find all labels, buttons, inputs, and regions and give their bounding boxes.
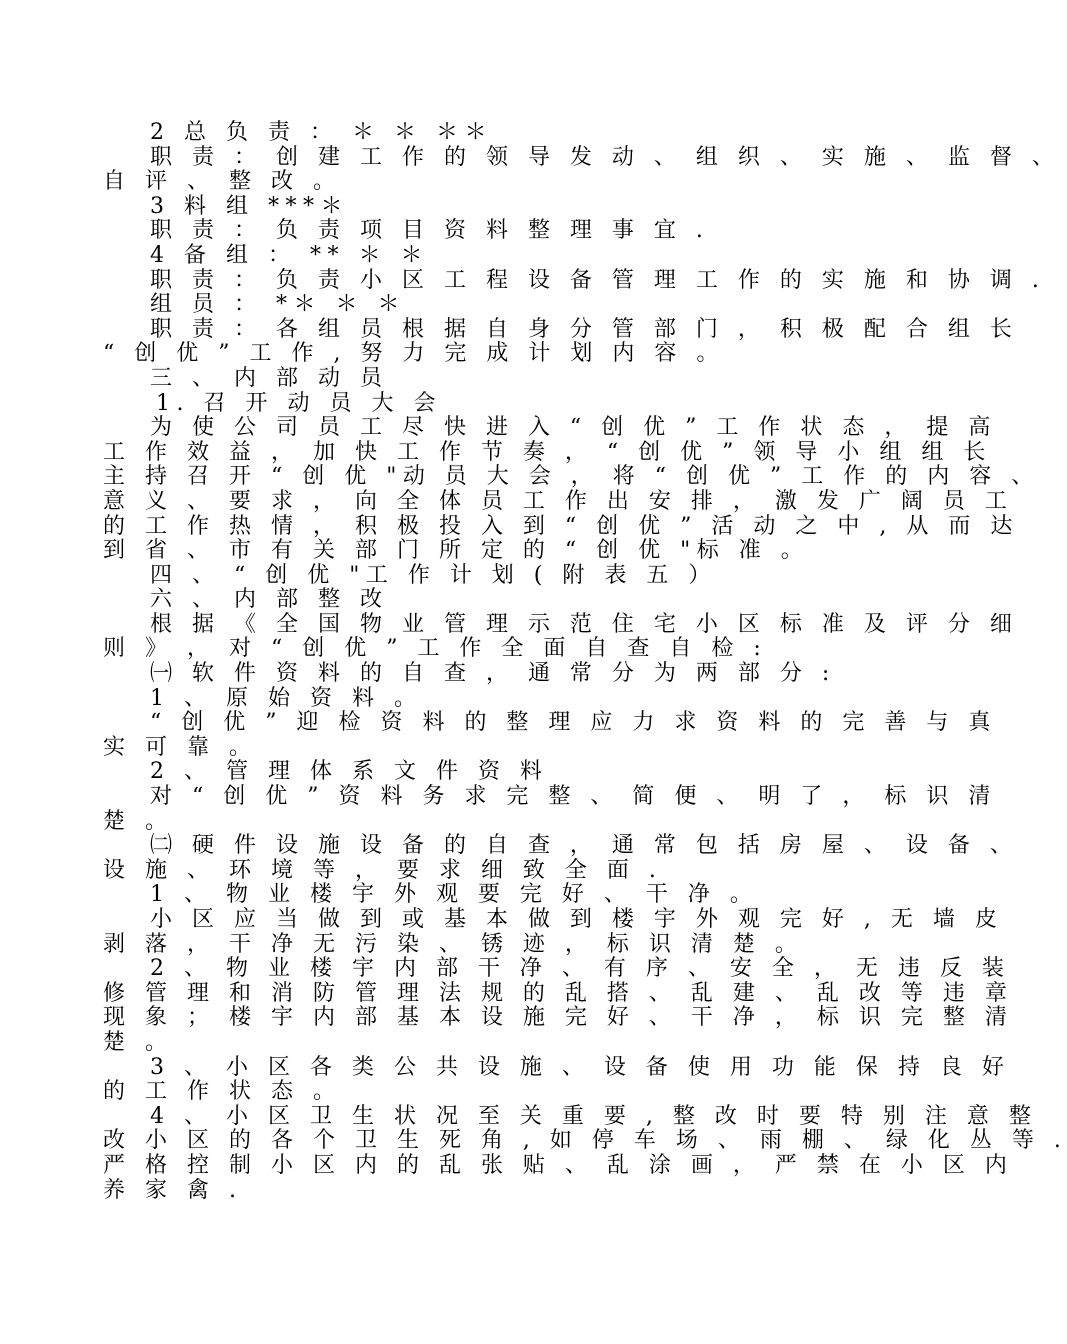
text-line: 3 料 组 ***＊ (150, 193, 349, 219)
document-page (103, 120, 1067, 1203)
text-line: ㈡ 硬 件 设 施 设 备 的 自 查 ， 通 常 包 括 房 屋 、 设 备 、 (150, 833, 1019, 859)
text-line: 2 总 负 责 ： ＊ ＊ ＊＊ (150, 120, 493, 145)
text-line: 主 持 召 开 “ 创 优 "动 员 大 会 ， 将 “ 创 优 ” 工 作 的 内 容 、 (103, 464, 1040, 490)
text-line: 工 作 效 益 ， 加 快 工 作 节 奏 ， “ 创 优 ” 领 导 小 组 组 长 (103, 439, 992, 465)
text-line: 则 》 ， 对 “ 创 优 ” 工 作 全 面 自 查 自 检 : (103, 636, 768, 662)
text-line: 根 据 《 全 国 物 业 管 理 示 范 住 宅 小 区 标 准 及 评 分 细 (150, 611, 1019, 637)
text-line: 职 责 ： 创 建 工 作 的 领 导 发 动 、 组 织 、 实 施 、 监 督 、 (150, 144, 1061, 170)
text-line: 2 、 管 理 体 系 文 件 资 料 (150, 759, 549, 785)
text-line: 严 格 控 制 小 区 内 的 乱 张 贴 、 乱 涂 画 ， 严 禁 在 小 区 内 (103, 1152, 1014, 1178)
text-line: 剥 落 ， 干 净 无 污 染 、 锈 迹 ， 标 识 清 楚 。 (103, 931, 804, 957)
text-line: 设 施 、 环 境 等 ， 要 求 细 致 全 面 . (103, 857, 663, 883)
text-line: 2 、 物 业 楼 宇 内 部 干 净 、 有 序 、 安 全 ， 无 违 反 装 (150, 956, 1011, 982)
text-line: 三 、 内 部 动 员 (150, 365, 389, 391)
text-line: 改 小 区 的 各 个 卫 生 死 角 , 如 停 车 场 、 雨 棚 、 绿 化 丛 等 . (103, 1128, 1067, 1154)
text-line: 组 员 ： *＊ ＊ ＊ (150, 292, 406, 318)
text-line: 楚 。 (103, 808, 174, 834)
text-line: 1 、 原 始 资 料 。 (150, 685, 423, 711)
text-line: 4 备 组 ： ** ＊ ＊ (150, 242, 429, 268)
text-line: 修 管 理 和 消 防 管 理 法 规 的 乱 搭 、 乱 建 、 乱 改 等 违 章 (103, 980, 1014, 1006)
text-line: ㈠ 软 件 资 料 的 自 查 ， 通 常 分 为 两 部 分 : (150, 661, 836, 687)
text-line: 六 、 内 部 整 改 (150, 587, 389, 613)
text-line: 1. 召 开 动 员 大 会 (156, 390, 442, 416)
text-line: 对 “ 创 优 ” 资 料 务 求 完 整 、 简 便 、 明 了 ， 标 识 清 (150, 784, 997, 810)
text-line: 养 家 禽 . (103, 1177, 243, 1203)
text-line: 小 区 应 当 做 到 或 基 本 做 到 楼 宇 外 观 完 好 , 无 墙 皮 (150, 907, 1004, 932)
text-line: 的 工 作 热 情 ， 积 极 投 入 到 “ 创 优 ” 活 动 之 中 , 从 而 达 (103, 513, 1019, 539)
text-line: 1 、 物 业 楼 宇 外 观 要 完 好 、 干 净 。 (150, 882, 759, 908)
text-line: 实 可 靠 。 (103, 734, 258, 760)
text-line: 到 省 、 市 有 关 部 门 所 定 的 “ 创 优 "标 准 。 (103, 538, 810, 564)
text-line: “ 创 优 ” 工 作 , 努 力 完 成 计 划 内 容 。 (103, 341, 725, 367)
text-line: 职 责 ： 各 组 员 根 据 自 身 分 管 部 门 ， 积 极 配 合 组 长 (150, 316, 1019, 342)
text-line: 职 责 ： 负 责 项 目 资 料 整 理 事 宜 . (150, 218, 710, 244)
text-line: 3 、 小 区 各 类 公 共 设 施 、 设 备 使 用 功 能 保 持 良 好 (150, 1054, 1011, 1080)
text-line: 四 、 “ 创 优 "工 作 计 划 ( 附 表 五 ） (150, 562, 717, 588)
text-line: “ 创 优 ” 迎 检 资 料 的 整 理 应 力 求 资 料 的 完 善 与 真 (150, 710, 997, 736)
text-line: 为 使 公 司 员 工 尽 快 进 入 “ 创 优 ” 工 作 状 态 ， 提 高 (150, 415, 997, 441)
text-line: 4 、 小 区 卫 生 状 况 至 关 重 要 , 整 改 时 要 特 别 注 意 整 (150, 1103, 1038, 1129)
text-line: 楚 。 (103, 1029, 174, 1055)
text-line: 自 评 、 整 改 。 (103, 169, 342, 195)
text-line: 现 象 ； 楼 宇 内 部 基 本 设 施 完 好 、 干 净 ， 标 识 完 整 清 (103, 1005, 1014, 1031)
text-line: 意 义 、 要 求 ， 向 全 体 员 工 作 出 安 排 ， 激 发 广 阔 员 工 (103, 488, 1014, 514)
text-line: 职 责 ： 负 责 小 区 工 程 设 备 管 理 工 作 的 实 施 和 协 调 . (150, 267, 1046, 293)
text-line: 的 工 作 状 态 。 (103, 1079, 342, 1105)
